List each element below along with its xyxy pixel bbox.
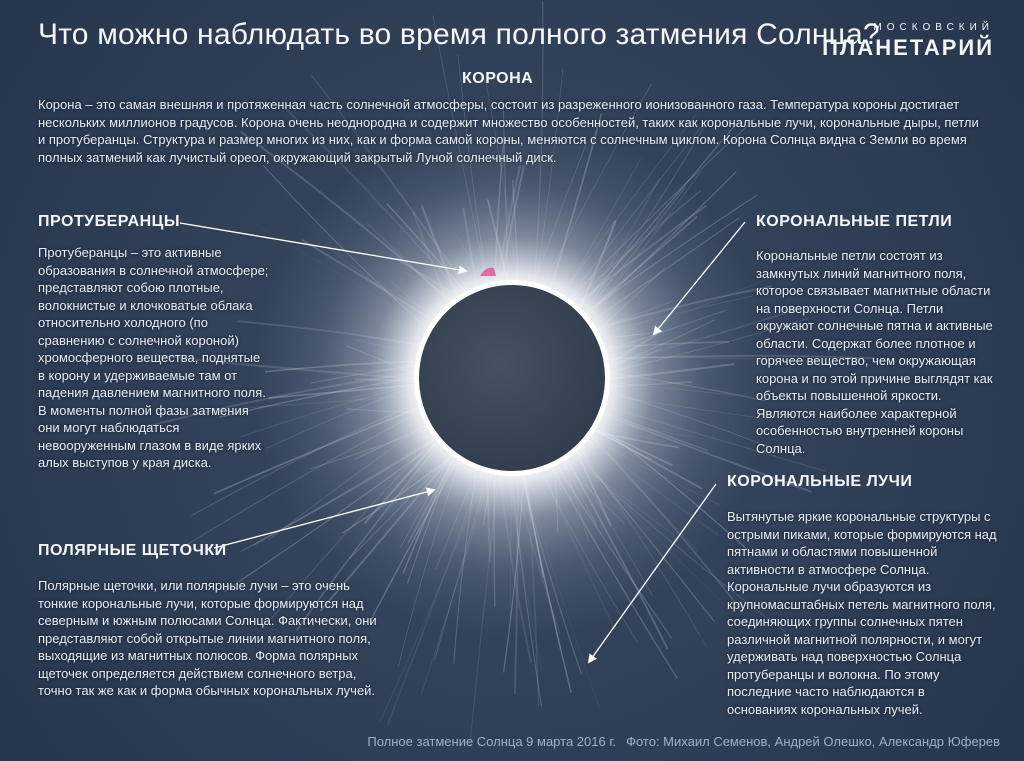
coronal-rays-text: Вытянутые яркие корональные структуры с острыми пиками, которые формируются над пятнами и областями повышенной активности в атмосфере Солнца. Корональные лучи образуются из крупномасштабных петель магнитного поля, соединяющих группы солнечных пятен различной магнитной полярности, и могут удерживать над поверхностью Солнца протуберанцы и волокна. По этому последние часто наблюдаются в основаниях корональных лучей. — [727, 509, 997, 717]
polar-plumes-heading: ПОЛЯРНЫЕ ЩЕТОЧКИ — [38, 542, 227, 559]
corona-text: Корона – это самая внешняя и протяженная часть солнечной атмосферы, состоит из разреженного ионизованного газа. Температура короны достигает нескольких миллионов градусов. Корона очень неоднородна и содержит множество особенностей, таких как корональные лучи, корональные дыры, петли и протуберанцы. Структура и размер многих из них, как и форма самой короны, меняются с солнечным циклом. Корона Солнца видна с Земли во время полных затмений как лучистый ореол, окружающий закрытый Луной солнечный диск. — [38, 97, 979, 165]
caption-credits: Фото: Михаил Семенов, Андрей Олешко, Александр Юферев — [626, 734, 1000, 749]
prominences-heading: ПРОТУБЕРАНЦЫ — [38, 213, 181, 230]
coronal-loops-text: Корональные петли состоят из замкнутых линий магнитного поля, которое связывает магнитные области на поверхности Солнца. Петли окружают солнечные пятна и активные области. Содержат более плотное и горячее вещество, чем окружающая корона и по этой причине выглядят как объекты повышенной яркости. Являются наиболее характерной особенностью внутренней короны Солнца. — [756, 248, 993, 456]
moon-disk — [419, 285, 605, 471]
prominences-text: Протуберанцы – это активные образования в солнечной атмосфере; представляют собою плотные, волокнистые и клочковатые облака относительно холодного (по сравнению с солнечной короной) хромосферного вещества, поднятые в корону и удерживаемые там от падения давлением магнитного поля. В моменты полной фазы затмения они могут наблюдаться невооруженным глазом в виде ярких алых выступов у края диска. — [38, 245, 269, 470]
page-title: Что можно наблюдать во время полного затмения Солнца? — [38, 18, 880, 51]
polar-plumes-text: Полярные щеточки, или полярные лучи – это очень тонкие корональные лучи, которые формируются над северным и южным полюсами Солнца. Фактически, они представляют собой открытые линии магнитного поля, выходящие из магнитных полюсов. Форма полярных щеточек определяется действием солнечного ветра, точно так же как и форма обычных корональных лучей. — [38, 578, 377, 698]
logo-line2: ПЛАНЕТАРИЙ — [822, 35, 994, 60]
planetarium-logo — [822, 22, 994, 61]
corona-heading: КОРОНА — [462, 70, 534, 87]
photo-caption — [367, 734, 1000, 749]
coronal-loops-heading: КОРОНАЛЬНЫЕ ПЕТЛИ — [756, 213, 953, 230]
caption-event: Полное затмение Солнца 9 марта 2016 г. — [367, 734, 617, 749]
coronal-rays-heading: КОРОНАЛЬНЫЕ ЛУЧИ — [727, 473, 913, 490]
logo-line1: МОСКОВСКИЙ — [873, 22, 994, 33]
